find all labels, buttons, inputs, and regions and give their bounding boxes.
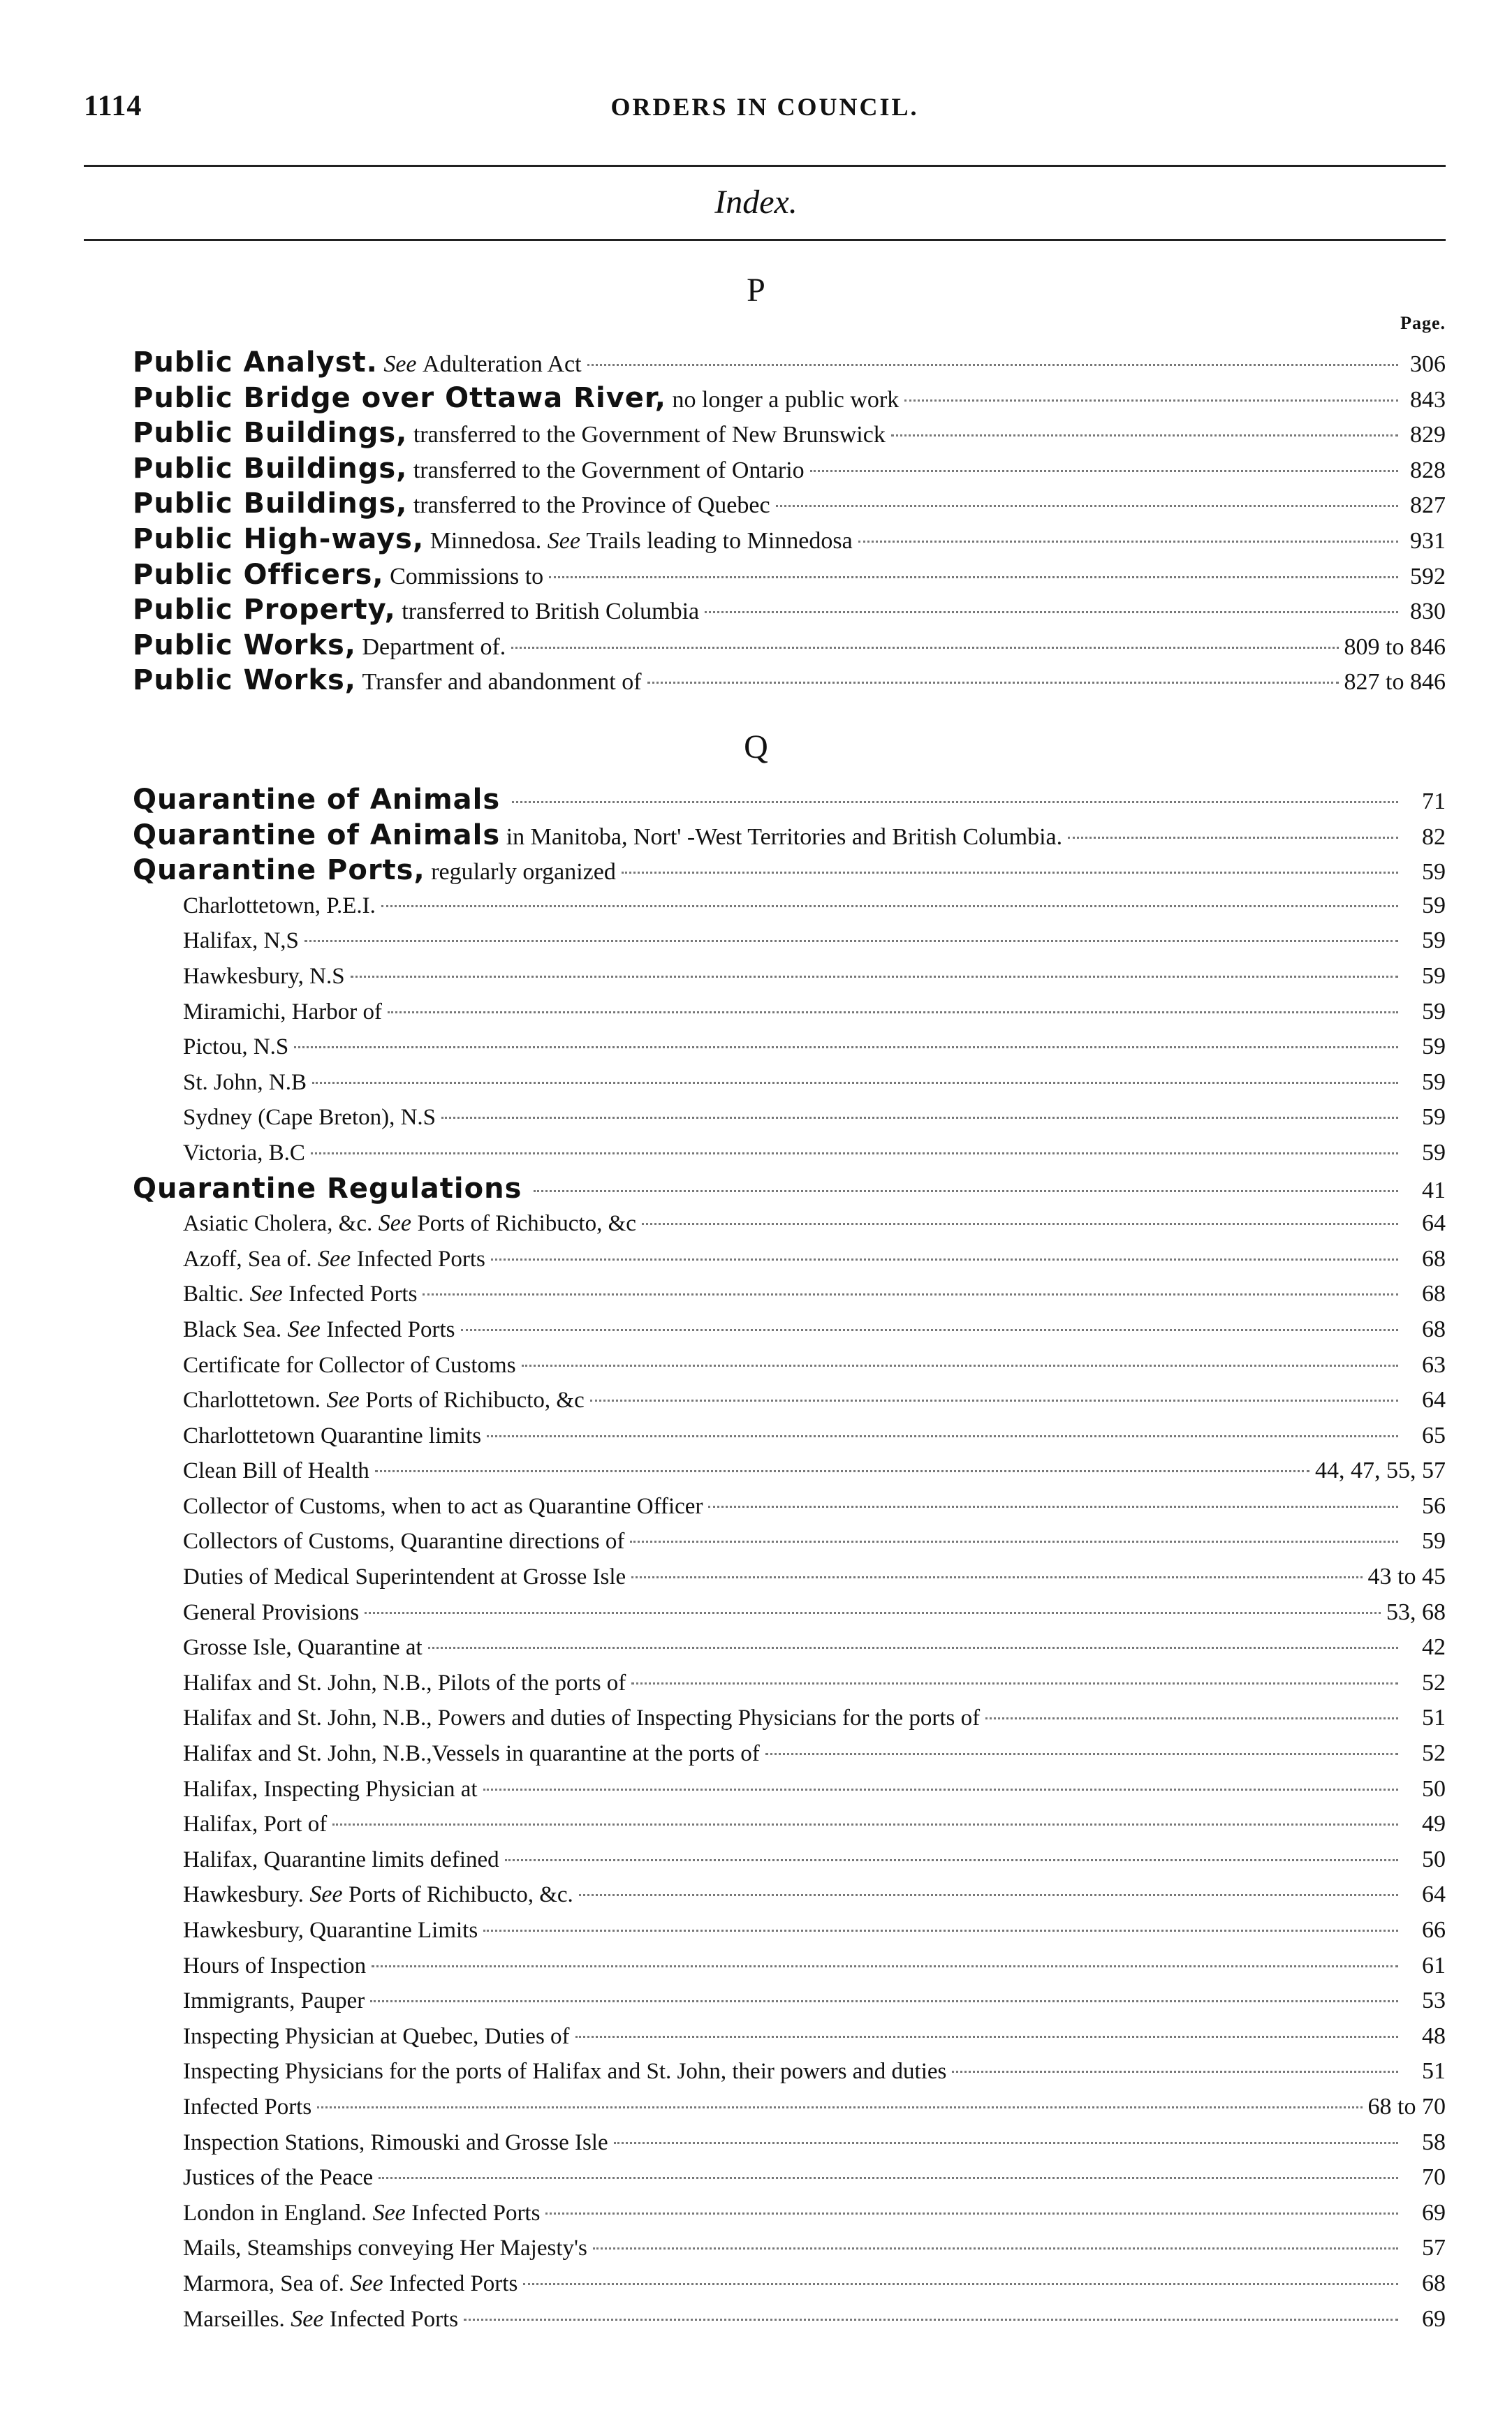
dot-leader <box>810 470 1398 472</box>
index-subentry <box>133 1772 1446 1807</box>
index-subentry <box>133 1100 1446 1136</box>
entry-see-target: Infected Ports <box>329 2306 459 2332</box>
entry-text: Charlottetown. <box>183 1388 321 1414</box>
page-reference: 56 <box>1422 1492 1446 1519</box>
index-subentry <box>133 1453 1446 1489</box>
page-reference: 59 <box>1422 1034 1446 1060</box>
section-letter-q: Q <box>744 728 768 765</box>
page-reference: 53, 68 <box>1386 1599 1446 1625</box>
see-reference: See <box>372 2199 406 2226</box>
dot-leader <box>370 2000 1398 2002</box>
see-reference: See <box>287 1316 321 1342</box>
dot-leader <box>590 1400 1398 1402</box>
page-reference: 68 <box>1422 1316 1446 1342</box>
header-rule-bottom <box>84 239 1446 241</box>
page-reference: 43 to 45 <box>1367 1564 1446 1590</box>
index-entry <box>133 522 1446 557</box>
index-entry <box>133 853 1446 888</box>
index-subentry <box>133 1807 1446 1842</box>
entry-text: Baltic. <box>183 1282 244 1307</box>
index-subentry <box>133 1383 1446 1418</box>
dot-leader <box>365 1612 1381 1614</box>
entry-heading: Public High-ways, <box>133 522 425 555</box>
dot-leader <box>631 1576 1362 1578</box>
entry-text: transferred to the Province of Quebec <box>413 492 770 519</box>
index-subentry <box>133 1983 1446 2019</box>
entry-text: Clean Bill of Health <box>183 1458 369 1484</box>
index-entry <box>133 381 1446 416</box>
dot-leader <box>487 1435 1398 1437</box>
entry-text: Halifax and St. John, N.B.,Vessels in quarantine at the ports of <box>183 1741 760 1767</box>
entry-text: Department of. <box>362 633 506 660</box>
section-letter-p: P <box>747 272 765 309</box>
entry-see-target: Ports of Richibucto, &c <box>417 1211 636 1237</box>
entry-text: Commissions to <box>390 563 544 589</box>
dot-leader <box>587 364 1398 366</box>
page-reference: 69 <box>1422 2199 1446 2226</box>
entry-text: Inspection Stations, Rimouski and Grosse Isle <box>183 2129 608 2155</box>
index-entry <box>133 663 1446 698</box>
see-reference: See <box>547 527 580 554</box>
dot-leader <box>708 1506 1398 1508</box>
page-reference: 41 <box>1422 1177 1446 1203</box>
index-subentry <box>133 2231 1446 2266</box>
entry-text: Marseilles. <box>183 2306 285 2332</box>
entry-heading: Public Buildings, <box>133 487 408 520</box>
index-subentry <box>133 1524 1446 1560</box>
entry-text: Marmora, Sea of. <box>183 2270 344 2296</box>
page-reference: 52 <box>1422 1740 1446 1767</box>
index-subentry <box>133 995 1446 1030</box>
entry-text: Pictou, N.S <box>183 1034 289 1060</box>
page-reference: 59 <box>1422 859 1446 886</box>
dot-leader <box>304 940 1398 942</box>
entry-text: transferred to the Government of New Brunswick <box>413 422 886 448</box>
dot-leader <box>622 872 1398 874</box>
entry-text: Inspecting Physician at Quebec, Duties of <box>183 2023 570 2049</box>
page-number: 1114 <box>84 90 142 122</box>
entry-text: Halifax, N,S <box>183 928 299 954</box>
page-reference: 59 <box>1422 1139 1446 1166</box>
page-reference: 65 <box>1422 1422 1446 1448</box>
index-subentry <box>133 2196 1446 2231</box>
section-p-entries <box>133 345 1446 698</box>
dot-leader <box>765 1753 1398 1755</box>
dot-leader <box>630 1541 1398 1543</box>
page-reference: 830 <box>1410 599 1446 625</box>
entry-text: Justices of the Peace <box>183 2165 374 2191</box>
page-reference: 66 <box>1422 1917 1446 1943</box>
entry-text: Inspecting Physicians for the ports of Halifax and St. John, their powers and duties <box>183 2059 947 2085</box>
entry-heading: Public Property, <box>133 594 396 626</box>
dot-leader <box>545 2212 1398 2215</box>
page-reference: 592 <box>1410 563 1446 589</box>
entry-text: St. John, N.B <box>183 1069 307 1095</box>
entry-text: no longer a public work <box>672 386 900 413</box>
entry-text: Charlottetown Quarantine limits <box>183 1423 482 1448</box>
dot-leader <box>512 801 1398 803</box>
entry-see-target: Trails leading to Minnedosa <box>586 527 853 554</box>
index-subentry <box>133 1242 1446 1277</box>
page-reference: 828 <box>1410 457 1446 483</box>
dot-leader <box>483 1789 1398 1791</box>
entry-heading: Quarantine of Animals <box>133 819 501 851</box>
entry-heading: Public Buildings, <box>133 417 408 450</box>
page-reference: 49 <box>1422 1811 1446 1837</box>
dot-leader <box>381 905 1398 907</box>
dot-leader <box>317 2106 1362 2108</box>
index-entry <box>133 1171 1446 1207</box>
entry-text: transferred to the Government of Ontario <box>413 457 805 483</box>
dot-leader <box>294 1046 1398 1048</box>
page-reference: 59 <box>1422 998 1446 1025</box>
index-title: Index. <box>714 184 798 221</box>
page-reference: 68 <box>1422 1281 1446 1307</box>
index-subentry <box>133 1029 1446 1065</box>
dot-leader <box>952 2071 1398 2073</box>
entry-text: Immigrants, Pauper <box>183 1988 365 2014</box>
page-reference: 59 <box>1422 1069 1446 1095</box>
entry-text: Collector of Customs, when to act as Quarantine Officer <box>183 1493 703 1519</box>
entry-text: Mails, Steamships conveying Her Majesty's <box>183 2236 587 2261</box>
running-title: ORDERS IN COUNCIL. <box>610 93 919 121</box>
page-reference: 53 <box>1422 1988 1446 2014</box>
dot-leader <box>579 1894 1398 1896</box>
dot-leader <box>483 1930 1398 1932</box>
entry-text: Transfer and abandonment of <box>362 669 642 696</box>
header-rule-top <box>84 165 1446 167</box>
index-subentry <box>133 1877 1446 1913</box>
dot-leader <box>464 2319 1398 2321</box>
index-entry <box>133 818 1446 853</box>
entry-see-target: Infected Ports <box>389 2270 518 2296</box>
page-reference: 58 <box>1422 2129 1446 2155</box>
index-subentry <box>133 2266 1446 2302</box>
entry-text: Halifax, Inspecting Physician at <box>183 1776 478 1802</box>
entry-see-target: Infected Ports <box>288 1282 418 1307</box>
dot-leader <box>441 1117 1398 1119</box>
dot-leader <box>491 1258 1398 1261</box>
dot-leader <box>423 1293 1398 1296</box>
index-subentry <box>133 1630 1446 1666</box>
dot-leader <box>593 2247 1398 2250</box>
entry-heading: Public Works, <box>133 664 356 697</box>
index-entry <box>133 451 1446 487</box>
dot-leader <box>372 1965 1398 1967</box>
page-reference: 82 <box>1422 823 1446 850</box>
entry-see-target: Ports of Richibucto, &c. <box>348 1882 573 1908</box>
entry-heading: Quarantine Regulations <box>133 1172 522 1205</box>
page-reference: 68 <box>1422 2270 1446 2296</box>
entry-text: Sydney (Cape Breton), N.S <box>183 1105 436 1131</box>
entry-text: Hawkesbury, Quarantine Limits <box>183 1918 478 1943</box>
page-reference: 64 <box>1422 1387 1446 1414</box>
dot-leader <box>379 2177 1398 2179</box>
page-header <box>84 89 1446 131</box>
index-entry <box>133 345 1446 381</box>
section-q-entries <box>133 782 1446 2337</box>
page-reference: 827 <box>1410 492 1446 519</box>
page-reference: 57 <box>1422 2235 1446 2261</box>
entry-text: Azoff, Sea of. <box>183 1246 312 1272</box>
dot-leader <box>858 541 1398 543</box>
entry-text: Charlottetown, P.E.I. <box>183 893 376 918</box>
index-subentry <box>133 1913 1446 1949</box>
index-entry <box>133 782 1446 818</box>
dot-leader <box>575 2036 1398 2038</box>
dot-leader <box>904 399 1398 402</box>
entry-see-target: Ports of Richibucto, &c <box>365 1388 585 1414</box>
page-reference: 827 to 846 <box>1344 669 1446 696</box>
entry-see-target: Infected Ports <box>411 2200 541 2226</box>
page-column-label: Page. <box>1400 313 1446 333</box>
index-subentry <box>133 2090 1446 2125</box>
see-reference: See <box>249 1281 283 1307</box>
page-reference: 64 <box>1422 1881 1446 1908</box>
page-reference: 50 <box>1422 1775 1446 1802</box>
entry-heading: Public Officers, <box>133 558 384 591</box>
dot-leader <box>891 434 1398 436</box>
page-reference: 51 <box>1422 1705 1446 1731</box>
entry-heading: Quarantine of Animals <box>133 784 501 816</box>
entry-text: Infected Ports <box>183 2094 312 2120</box>
index-subentry <box>133 1065 1446 1101</box>
entry-text: in Manitoba, Nort' -West Territories and British Columbia. <box>506 823 1063 850</box>
index-entry <box>133 486 1446 522</box>
index-subentry <box>133 1736 1446 1772</box>
dot-leader <box>776 505 1398 507</box>
entry-text: Miramichi, Harbor of <box>183 999 382 1025</box>
index-subentry <box>133 888 1446 924</box>
dot-leader <box>332 1823 1398 1826</box>
dot-leader <box>351 976 1398 978</box>
index-subentry <box>133 1560 1446 1595</box>
dot-leader <box>1068 837 1398 839</box>
entry-text: Hours of Inspection <box>183 1953 367 1979</box>
index-entry <box>133 557 1446 593</box>
entry-heading: Public Analyst. <box>133 346 378 379</box>
entry-text: London in England. <box>183 2200 367 2226</box>
entry-heading: Public Bridge over Ottawa River, <box>133 381 666 414</box>
entry-text: Adulteration Act <box>423 351 582 377</box>
page-reference: 61 <box>1422 1952 1446 1979</box>
entry-see-target: Infected Ports <box>326 1316 455 1342</box>
entry-text: Minnedosa. <box>430 527 542 554</box>
see-reference: See <box>383 351 417 377</box>
index-entry <box>133 416 1446 451</box>
dot-leader <box>511 647 1338 649</box>
index-subentry <box>133 2054 1446 2090</box>
dot-leader <box>523 2283 1398 2285</box>
index-subentry <box>133 1277 1446 1312</box>
page-reference: 71 <box>1422 788 1446 814</box>
index-subentry <box>133 1206 1446 1242</box>
entry-text: Certificate for Collector of Customs <box>183 1352 516 1378</box>
page-reference: 70 <box>1422 2164 1446 2191</box>
dot-leader <box>647 682 1339 684</box>
index-subentry <box>133 2302 1446 2338</box>
entry-text: Hawkesbury. <box>183 1882 304 1908</box>
page-reference: 52 <box>1422 1669 1446 1696</box>
entry-text: Halifax, Quarantine limits defined <box>183 1847 499 1872</box>
index-subentry <box>133 1489 1446 1525</box>
entry-text: Grosse Isle, Quarantine at <box>183 1635 423 1661</box>
index-subentry <box>133 1595 1446 1631</box>
dot-leader <box>428 1647 1398 1649</box>
dot-leader <box>705 611 1398 613</box>
entry-text: Victoria, B.C <box>183 1140 305 1166</box>
dot-leader <box>311 1152 1398 1154</box>
page-reference: 59 <box>1422 892 1446 918</box>
entry-text: Collectors of Customs, Quarantine directions of <box>183 1529 625 1555</box>
index-subentry <box>133 2160 1446 2196</box>
see-reference: See <box>318 1245 351 1272</box>
index-subentry <box>133 923 1446 959</box>
see-reference: See <box>378 1210 411 1237</box>
see-reference: See <box>350 2270 383 2296</box>
index-entry <box>133 628 1446 663</box>
index-subentry <box>133 1348 1446 1384</box>
index-subentry <box>133 1949 1446 1984</box>
page-reference: 59 <box>1422 927 1446 954</box>
dot-leader <box>522 1365 1398 1367</box>
index-subentry <box>133 1312 1446 1348</box>
page-reference: 59 <box>1422 1104 1446 1131</box>
dot-leader <box>312 1082 1398 1084</box>
entry-text: Halifax and St. John, N.B., Pilots of the ports of <box>183 1670 626 1696</box>
index-subentry <box>133 959 1446 995</box>
dot-leader <box>534 1190 1398 1192</box>
see-reference: See <box>291 2305 324 2332</box>
dot-leader <box>642 1223 1398 1225</box>
entry-heading: Public Works, <box>133 629 356 661</box>
page-reference: 829 <box>1410 422 1446 448</box>
page-reference: 306 <box>1410 351 1446 377</box>
page-reference: 64 <box>1422 1210 1446 1237</box>
page-reference: 68 to 70 <box>1367 2093 1446 2120</box>
page-reference: 68 <box>1422 1245 1446 1272</box>
dot-leader <box>631 1682 1398 1685</box>
dot-leader <box>375 1470 1309 1472</box>
entry-text: Hawkesbury, N.S <box>183 963 345 989</box>
dot-leader <box>388 1011 1398 1013</box>
index-entry <box>133 592 1446 628</box>
index-subentry <box>133 1418 1446 1454</box>
entry-text: regularly organized <box>431 859 616 886</box>
see-reference: See <box>326 1387 360 1414</box>
entry-text: Asiatic Cholera, &c. <box>183 1211 373 1237</box>
page-reference: 69 <box>1422 2305 1446 2332</box>
dot-leader <box>549 576 1398 578</box>
dot-leader <box>985 1717 1398 1719</box>
entry-text: Halifax and St. John, N.B., Powers and duties of Inspecting Physicians for the ports of <box>183 1705 981 1731</box>
page-reference: 48 <box>1422 2023 1446 2049</box>
page-reference: 44, 47, 55, 57 <box>1315 1458 1446 1484</box>
page-reference: 51 <box>1422 2058 1446 2085</box>
index-subentry <box>133 2019 1446 2055</box>
entry-see-target: Infected Ports <box>356 1246 485 1272</box>
page-reference: 50 <box>1422 1846 1446 1872</box>
entry-text: Halifax, Port of <box>183 1812 328 1837</box>
page-reference: 59 <box>1422 962 1446 989</box>
page-reference: 809 to 846 <box>1344 633 1446 660</box>
dot-leader <box>461 1329 1398 1331</box>
entry-text: Black Sea. <box>183 1316 282 1342</box>
entry-text: Duties of Medical Superintendent at Grosse Isle <box>183 1564 626 1590</box>
page-reference: 42 <box>1422 1634 1446 1661</box>
index-subentry <box>133 1701 1446 1736</box>
page-reference: 59 <box>1422 1528 1446 1555</box>
dot-leader <box>614 2142 1398 2144</box>
index-subentry <box>133 2125 1446 2161</box>
entry-text: transferred to British Columbia <box>402 599 700 625</box>
dot-leader <box>505 1859 1398 1861</box>
see-reference: See <box>309 1881 343 1908</box>
entry-heading: Quarantine Ports, <box>133 854 425 887</box>
page-reference: 931 <box>1410 527 1446 554</box>
entry-heading: Public Buildings, <box>133 452 408 485</box>
index-subentry <box>133 1842 1446 1878</box>
page-reference: 843 <box>1410 386 1446 413</box>
page-reference: 63 <box>1422 1351 1446 1378</box>
index-subentry <box>133 1666 1446 1701</box>
entry-text: General Provisions <box>183 1599 360 1625</box>
index-subentry <box>133 1136 1446 1171</box>
